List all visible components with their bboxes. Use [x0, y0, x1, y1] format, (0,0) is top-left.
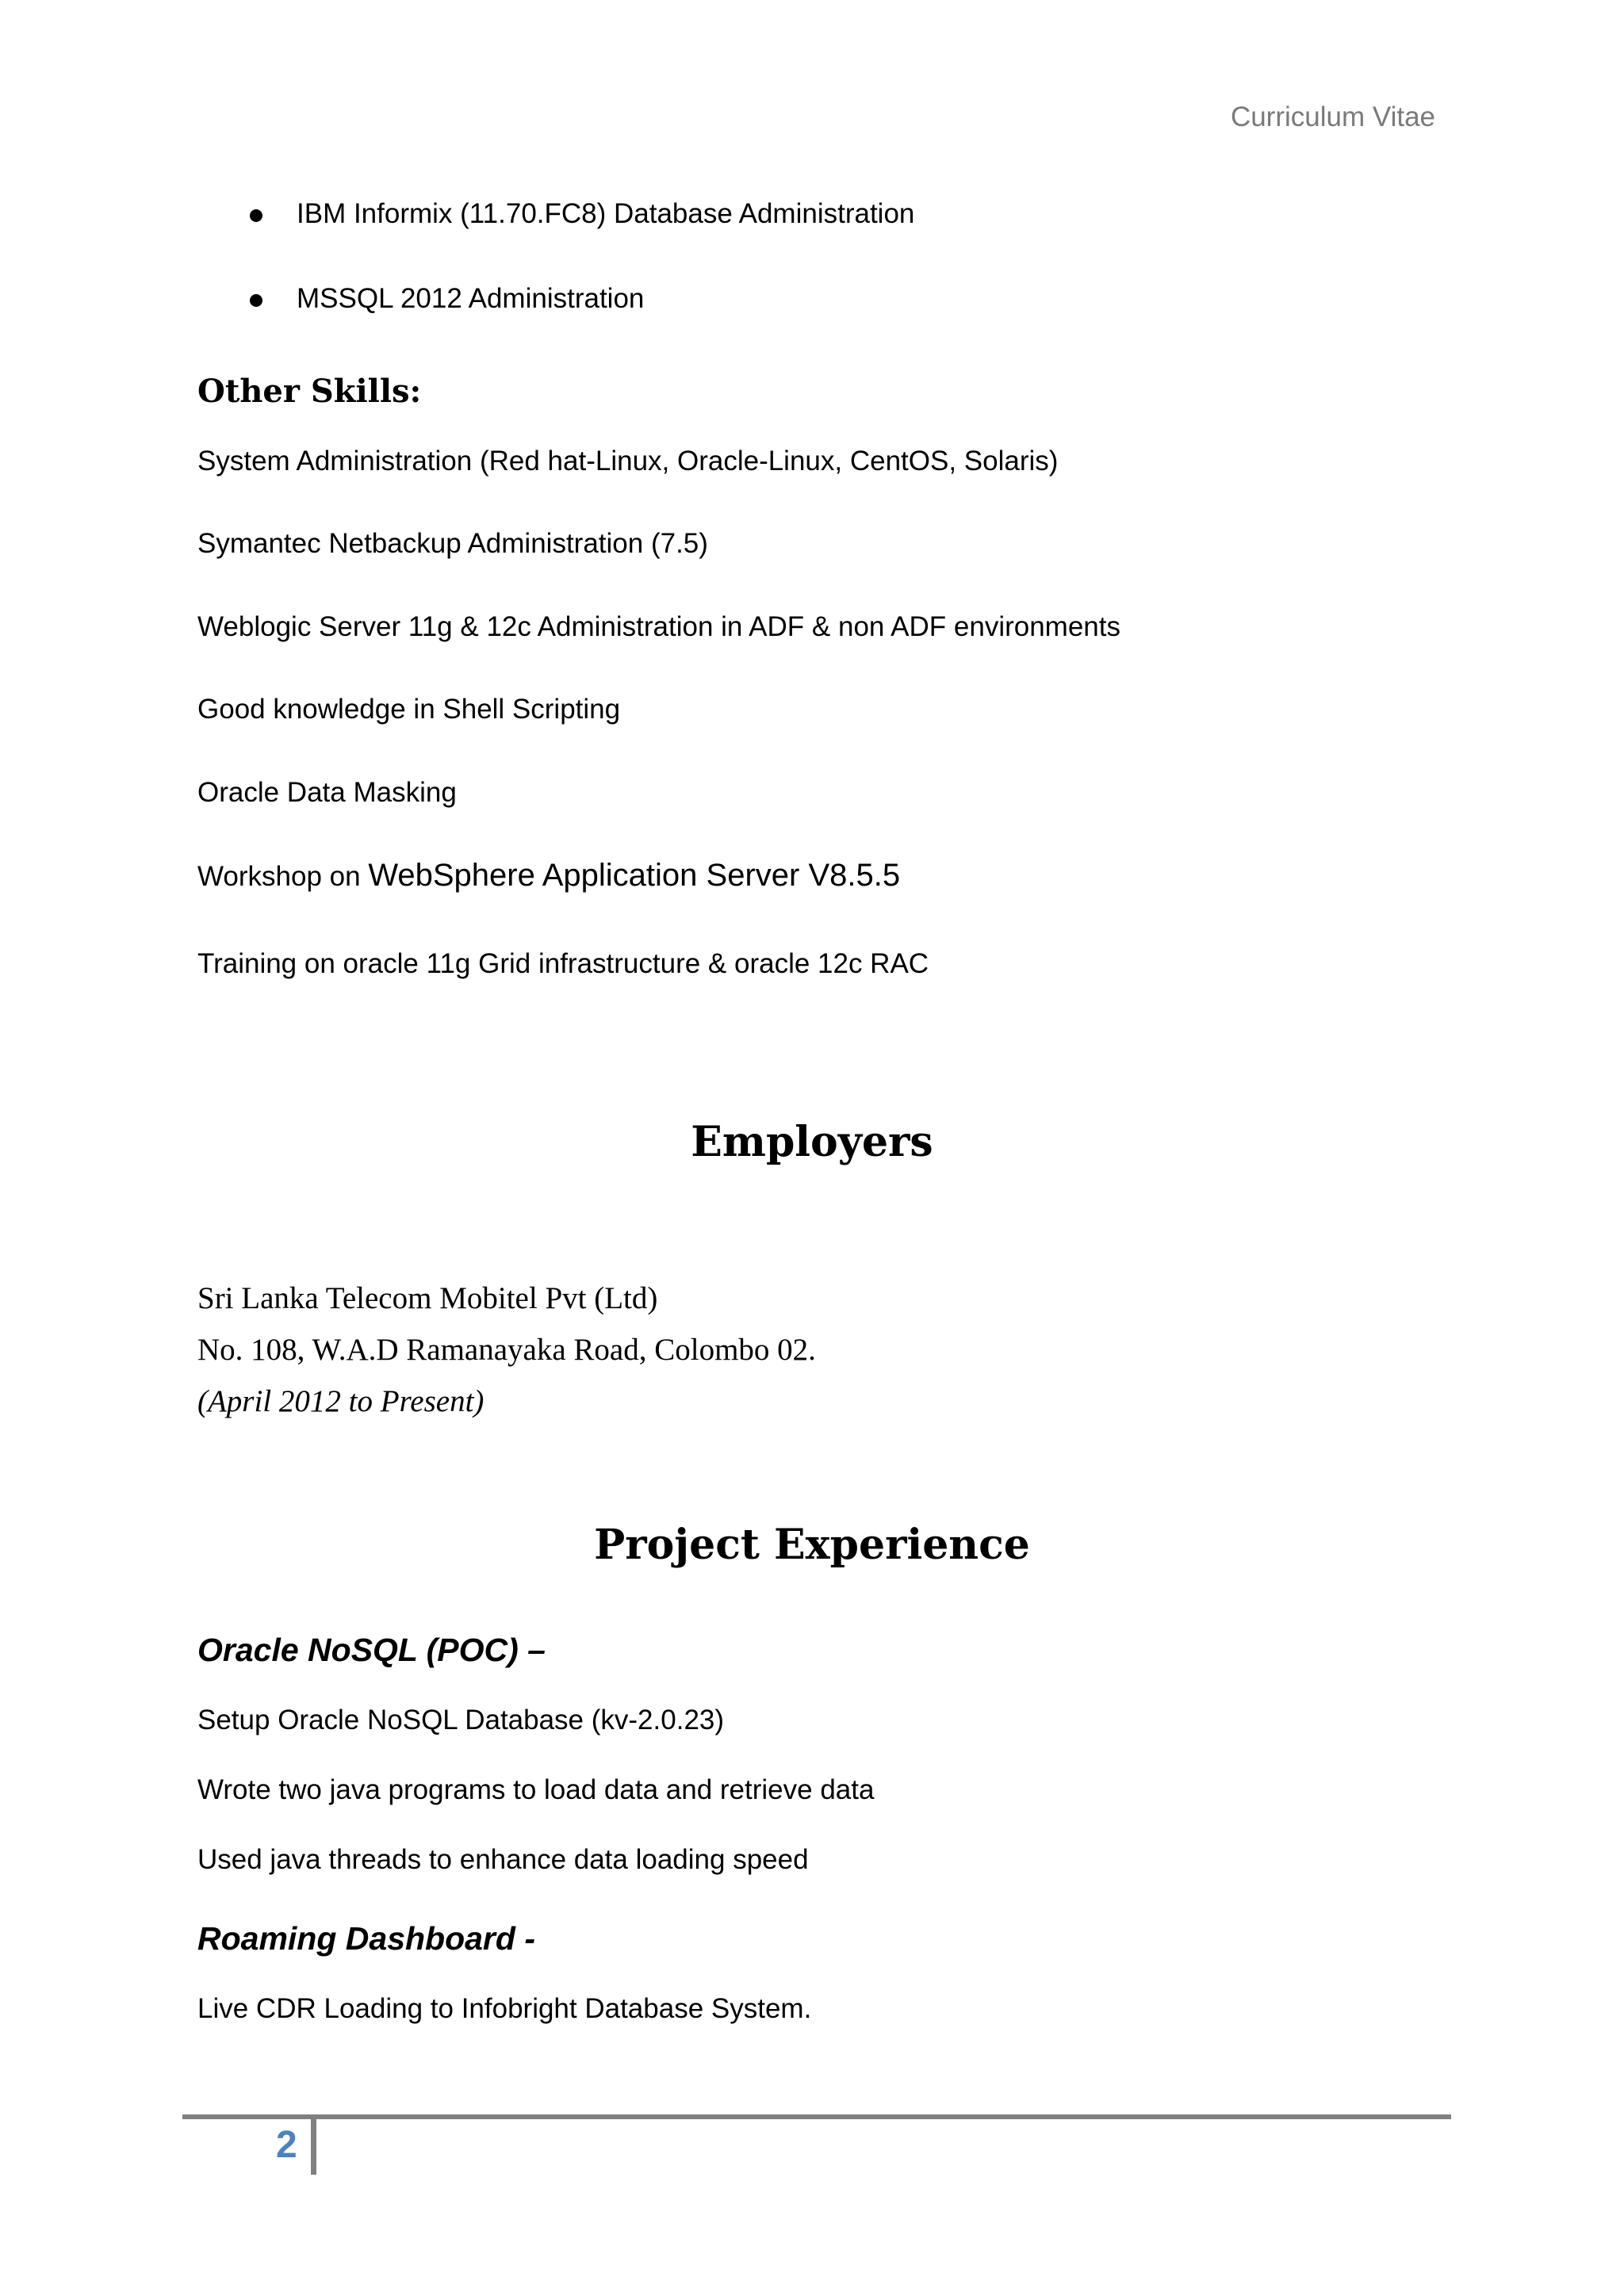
bullet-icon [250, 209, 262, 222]
list-item-text: IBM Informix (11.70.FC8) Database Administration [297, 198, 915, 229]
project-item: Setup Oracle NoSQL Database (kv-2.0.23) [197, 1705, 725, 1735]
training-line: Training on oracle 11g Grid infrastructure & oracle 12c RAC [197, 948, 929, 979]
page-number: 2 [276, 2124, 297, 2166]
workshop-name: WebSphere Application Server V8.5.5 [368, 858, 901, 893]
skill-line: Good knowledge in Shell Scripting [197, 694, 621, 725]
project-item: Wrote two java programs to load data and retrieve data [197, 1774, 875, 1805]
skill-line: Weblogic Server 11g & 12c Administration in ADF & non ADF environments [197, 611, 1120, 642]
workshop-prefix: Workshop on [197, 861, 369, 892]
other-skills-heading: Other Skills: [197, 373, 422, 410]
bullet-icon [250, 294, 262, 307]
employer-company: Sri Lanka Telecom Mobitel Pvt (Ltd) [197, 1281, 658, 1315]
skill-line: Symantec Netbackup Administration (7.5) [197, 528, 708, 559]
skill-line: Oracle Data Masking [197, 777, 457, 808]
list-item-text: MSSQL 2012 Administration [297, 283, 645, 314]
project-title: Oracle NoSQL (POC) – [197, 1632, 546, 1668]
page-number-bar [311, 2119, 316, 2175]
project-item: Live CDR Loading to Infobright Database System. [197, 1993, 812, 2024]
project-title: Roaming Dashboard - [197, 1920, 535, 1957]
project-experience-heading: Project Experience [594, 1521, 1030, 1569]
document-header: Curriculum Vitae [1230, 101, 1435, 132]
employer-period: (April 2012 to Present) [197, 1384, 485, 1418]
employer-address: No. 108, W.A.D Ramanayaka Road, Colombo 02. [197, 1333, 816, 1367]
skill-line: System Administration (Red hat-Linux, Oracle-Linux, CentOS, Solaris) [197, 446, 1059, 476]
footer-divider [182, 2114, 1451, 2119]
workshop-line [197, 858, 900, 894]
project-item: Used java threads to enhance data loading speed [197, 1844, 809, 1875]
employers-heading: Employers [691, 1118, 933, 1166]
